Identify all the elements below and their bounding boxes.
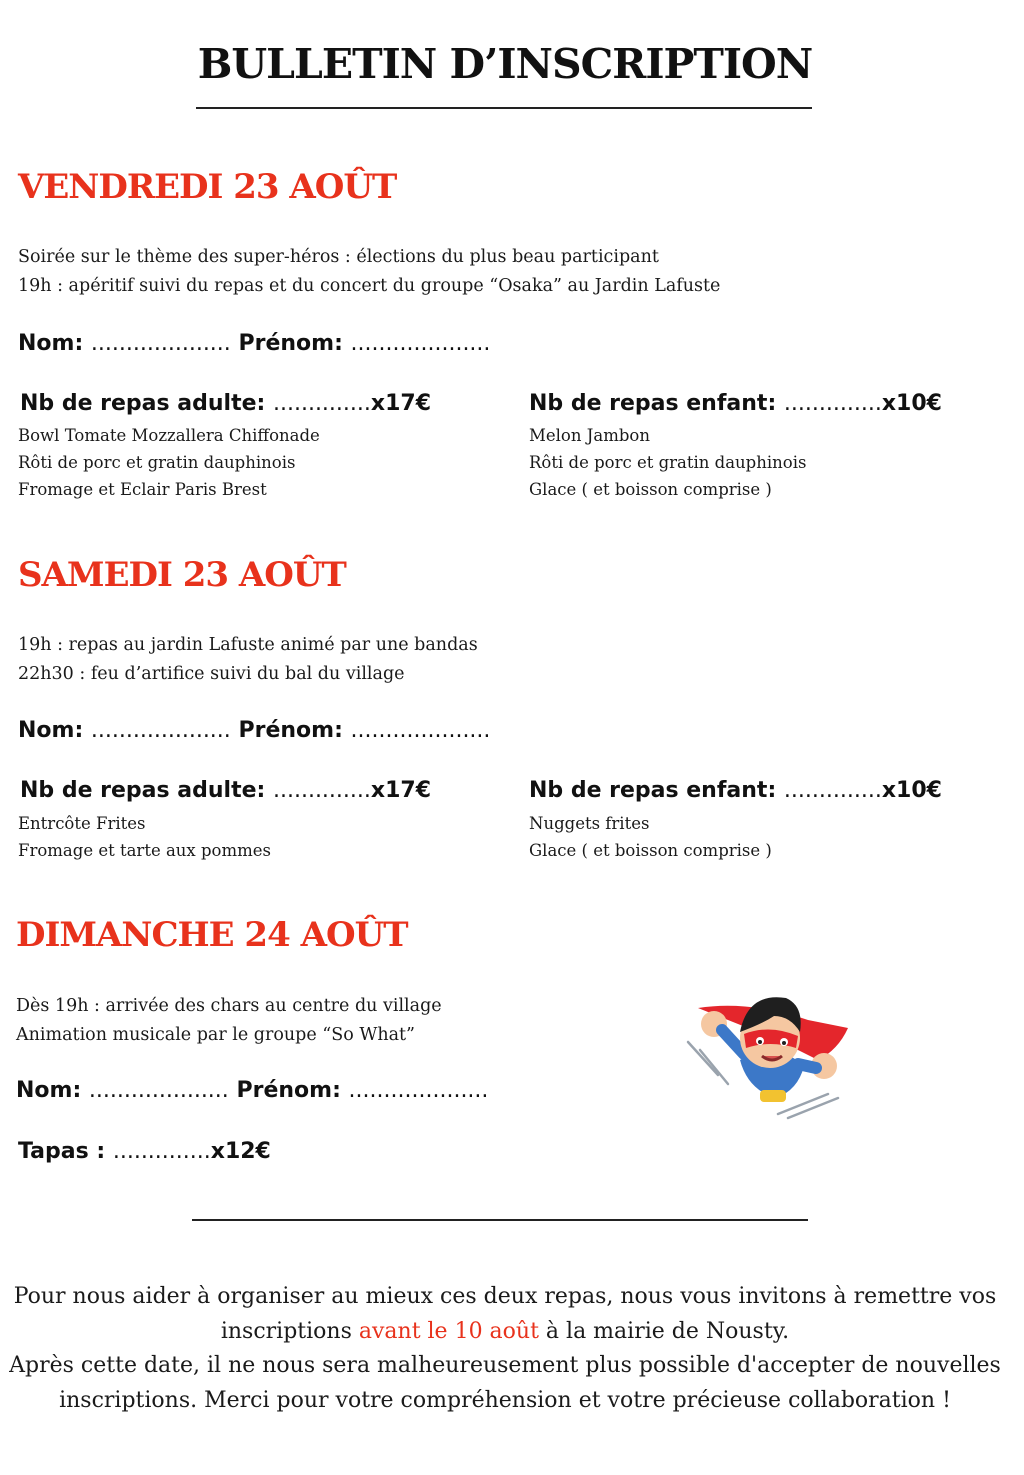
footer-line-4: inscriptions. Merci pour votre compréhension et votre précieuse collaboration !: [59, 1387, 951, 1413]
saturday-description: [18, 631, 478, 689]
child-meals-label: Nb de repas enfant:: [529, 778, 777, 803]
friday-name-field[interactable]: [18, 331, 490, 356]
prenom-blank[interactable]: ....................: [350, 331, 491, 356]
prenom-blank[interactable]: ....................: [348, 1078, 489, 1103]
child-meals-price: x10€: [881, 778, 942, 803]
friday-child-meals-field[interactable]: [529, 391, 942, 416]
menu-item: Rôti de porc et gratin dauphinois: [529, 453, 807, 472]
nom-label: Nom:: [16, 1078, 82, 1103]
sunday-description-line-2: Animation musicale par le groupe “So What”: [16, 1025, 416, 1045]
page-title: BULLETIN D’INSCRIPTION: [197, 40, 813, 88]
nom-blank[interactable]: ....................: [88, 1078, 229, 1103]
saturday-name-field[interactable]: [18, 718, 490, 743]
menu-item: Glace ( et boisson comprise ): [529, 841, 772, 860]
prenom-label: Prénom:: [238, 331, 343, 356]
adult-meals-price: x17€: [370, 778, 432, 803]
nom-label: Nom:: [18, 718, 84, 743]
footer-notice: [0, 1280, 1010, 1418]
footer-line-2-end: à la mairie de Nousty.: [538, 1318, 790, 1344]
sunday-heading: DIMANCHE 24 AOÛT: [16, 915, 408, 955]
friday-description-line-2: 19h : apéritif suivi du repas et du concert du groupe “Osaka” au Jardin Lafuste: [18, 276, 721, 296]
menu-item: Entrcôte Frites: [18, 814, 146, 833]
menu-item: Melon Jambon: [529, 426, 650, 445]
nom-blank[interactable]: ....................: [90, 331, 231, 356]
adult-meals-price: x17€: [370, 391, 432, 416]
sunday-name-field[interactable]: [16, 1078, 488, 1103]
saturday-child-menu: [529, 810, 772, 864]
prenom-label: Prénom:: [236, 1078, 341, 1103]
saturday-description-line-1: 19h : repas au jardin Lafuste animé par une bandas: [18, 635, 478, 655]
saturday-adult-meals-field[interactable]: [20, 778, 431, 803]
menu-item: Nuggets frites: [529, 814, 650, 833]
friday-heading: VENDREDI 23 AOÛT: [18, 167, 397, 207]
menu-item: Rôti de porc et gratin dauphinois: [18, 453, 296, 472]
child-meals-blank[interactable]: ..............: [783, 778, 882, 803]
menu-item: Fromage et tarte aux pommes: [18, 841, 271, 860]
menu-item: Glace ( et boisson comprise ): [529, 480, 772, 499]
saturday-description-line-2: 22h30 : feu d’artifice suivi du bal du village: [18, 664, 405, 684]
child-meals-blank[interactable]: ..............: [783, 391, 882, 416]
tapas-price: x12€: [210, 1139, 271, 1164]
prenom-label: Prénom:: [238, 718, 343, 743]
sunday-description-line-1: Dès 19h : arrivée des chars au centre du village: [16, 996, 442, 1016]
nom-label: Nom:: [18, 331, 84, 356]
child-meals-label: Nb de repas enfant:: [529, 391, 777, 416]
child-meals-price: x10€: [881, 391, 942, 416]
menu-item: Bowl Tomate Mozzallera Chiffonade: [18, 426, 320, 445]
tapas-blank[interactable]: ..............: [112, 1139, 211, 1164]
friday-adult-meals-field[interactable]: [20, 391, 431, 416]
footer-line-3: Après cette date, il ne nous sera malheureusement plus possible d'accepter de nouvelles: [9, 1353, 1001, 1378]
sunday-description: [16, 992, 442, 1050]
tapas-label: Tapas :: [18, 1139, 106, 1164]
adult-meals-blank[interactable]: ..............: [272, 391, 371, 416]
friday-description: [18, 243, 720, 301]
saturday-heading: SAMEDI 23 AOÛT: [18, 555, 346, 595]
deadline-highlight: avant le 10 août: [358, 1318, 539, 1344]
footer-line-2-start: inscriptions: [220, 1318, 359, 1344]
saturday-adult-menu: [18, 810, 271, 864]
flying-superhero-icon: [678, 980, 858, 1120]
footer-line-1: Pour nous aider à organiser au mieux ces deux repas, nous vous invitons à remettre vos: [13, 1284, 997, 1309]
sunday-tapas-field[interactable]: [18, 1139, 271, 1164]
footer-divider: [192, 1219, 808, 1221]
saturday-child-meals-field[interactable]: [529, 778, 942, 803]
menu-item: Fromage et Eclair Paris Brest: [18, 480, 267, 499]
nom-blank[interactable]: ....................: [90, 718, 231, 743]
prenom-blank[interactable]: ....................: [350, 718, 491, 743]
adult-meals-label: Nb de repas adulte:: [20, 778, 266, 803]
friday-child-menu: [529, 422, 806, 503]
adult-meals-label: Nb de repas adulte:: [20, 391, 266, 416]
footer-line-2: [0, 1315, 1010, 1350]
title-divider: [196, 107, 812, 109]
friday-adult-menu: [18, 422, 320, 503]
friday-description-line-1: Soirée sur le thème des super-héros : élections du plus beau participant: [18, 247, 659, 267]
adult-meals-blank[interactable]: ..............: [272, 778, 371, 803]
